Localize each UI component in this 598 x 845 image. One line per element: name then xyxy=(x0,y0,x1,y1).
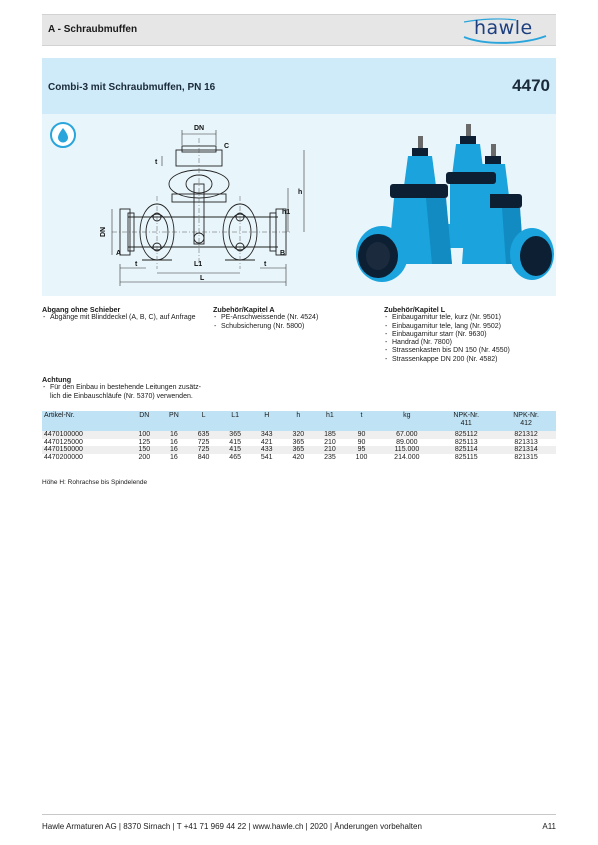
info-zubehoer-l xyxy=(384,306,554,364)
npk-411-label: NPK-Nr. xyxy=(453,412,480,419)
achtung-line-1: - Für den Einbau in bestehende Leitungen zusätz- xyxy=(42,384,242,392)
table-cell: 185 xyxy=(314,431,346,439)
table-row xyxy=(42,446,556,454)
table-cell: 415 xyxy=(219,446,251,454)
table-cell: 4470125000 xyxy=(44,438,83,446)
col-l1: L1 xyxy=(219,411,251,431)
table-cell: 90 xyxy=(357,438,366,446)
table-cell: 95 xyxy=(346,446,378,454)
footer-divider xyxy=(42,814,556,815)
table-cell: 125 xyxy=(138,438,151,446)
zubehoer-l-item: - Einbaugarnitur tele, kurz (Nr. 9501) xyxy=(384,314,554,322)
footer-text: Hawle Armaturen AG | 8370 Sirnach | T +41 71 969 44 22 | www.hawle.ch | 2020 | Änderungen vorbehalten xyxy=(42,822,422,831)
npk-412-label: NPK-Nr. xyxy=(513,412,539,419)
zubehoer-l-item: - Einbaugarnitur starr (Nr. 9630) xyxy=(384,331,554,339)
table-cell: 210 xyxy=(324,438,336,446)
dim-dn-side: DN xyxy=(100,226,107,237)
table-cell: 821314 xyxy=(496,446,556,454)
section-title: A - Schraubmuffen xyxy=(48,24,138,35)
table-cell: 421 xyxy=(260,438,273,446)
spec-table xyxy=(42,411,556,461)
page-number: A11 xyxy=(542,822,556,831)
dim-h1: h1 xyxy=(282,209,291,216)
col-t: t xyxy=(346,411,378,431)
table-cell: 214.000 xyxy=(394,453,420,461)
zubehoer-a-item: - PE-Anschweissende (Nr. 4524) xyxy=(213,314,373,322)
table-cell: 4470100000 xyxy=(42,431,129,439)
col-artikel: Artikel-Nr. xyxy=(42,411,129,431)
table-cell: 320 xyxy=(283,431,315,439)
product-number: 4470 xyxy=(512,76,550,95)
table-cell: 825115 xyxy=(454,453,478,461)
dim-l: L xyxy=(200,275,205,282)
table-cell: 200 xyxy=(138,453,151,461)
npk-412-no: 412 xyxy=(520,419,532,427)
table-header-row xyxy=(42,411,556,431)
label-b: B xyxy=(280,250,286,257)
info-zubehoer-a xyxy=(213,306,373,331)
table-cell: 89.000 xyxy=(396,438,418,446)
logo-text: hawle xyxy=(474,17,533,39)
table-cell: 541 xyxy=(260,453,273,461)
table-row xyxy=(42,454,556,462)
table-row xyxy=(42,431,556,439)
col-npk-412 xyxy=(496,411,556,431)
hawle-logo[interactable] xyxy=(460,16,550,44)
col-kg: kg xyxy=(377,411,436,431)
dim-t-top: t xyxy=(155,159,158,166)
col-dn: DN xyxy=(129,411,161,431)
table-cell: 725 xyxy=(197,438,210,446)
dim-t-right: t xyxy=(264,261,267,268)
table-cell: 150 xyxy=(129,446,161,454)
table-cell: 100 xyxy=(355,453,368,461)
table-cell: 825114 xyxy=(436,446,496,454)
table-cell: 365 xyxy=(283,446,315,454)
table-cell: 725 xyxy=(188,446,220,454)
table-cell: 235 xyxy=(324,453,336,461)
table-cell: 67.000 xyxy=(377,431,436,439)
table-cell: 433 xyxy=(251,446,283,454)
dim-l1: L1 xyxy=(194,261,203,268)
table-cell: 635 xyxy=(188,431,220,439)
table-cell: 821312 xyxy=(496,431,556,439)
table-cell: 16 xyxy=(170,438,178,446)
table-cell: 16 xyxy=(160,446,188,454)
zubehoer-a-item: - Schubsicherung (Nr. 5800) xyxy=(213,323,373,331)
abgang-heading: Abgang ohne Schieber xyxy=(42,305,121,314)
dim-c: C xyxy=(224,143,230,150)
label-a: A xyxy=(116,250,122,257)
top-bar xyxy=(42,14,556,46)
abgang-item: - Abgänge mit Blinddeckel (A, B, C), auf Anfrage xyxy=(42,314,202,322)
zubehoer-l-item: - Einbaugarnitur tele, lang (Nr. 9502) xyxy=(384,323,554,331)
product-title: Combi-3 mit Schraubmuffen, PN 16 xyxy=(48,82,216,93)
table-cell: 343 xyxy=(251,431,283,439)
zubehoer-l-item: - Handrad (Nr. 7800) xyxy=(384,339,554,347)
table-cell: 115.000 xyxy=(377,446,436,454)
npk-411-no: 411 xyxy=(460,419,472,427)
table-cell: 4470200000 xyxy=(44,453,83,461)
col-h1: h1 xyxy=(314,411,346,431)
achtung-line-2: lich die Einbauschläufe (Nr. 5370) verwenden. xyxy=(50,392,193,400)
table-cell: 16 xyxy=(160,431,188,439)
zubehoer-l-heading: Zubehör/Kapitel L xyxy=(384,305,446,314)
col-l: L xyxy=(188,411,220,431)
col-npk-411 xyxy=(436,411,496,431)
col-h: h xyxy=(283,411,315,431)
col-hh: H xyxy=(251,411,283,431)
table-cell: 90 xyxy=(346,431,378,439)
table-cell: 825112 xyxy=(436,431,496,439)
table-row xyxy=(42,439,556,447)
zubehoer-a-heading: Zubehör/Kapitel A xyxy=(213,305,275,314)
dim-dn-top: DN xyxy=(194,125,205,132)
product-figure-area xyxy=(42,114,556,296)
table-cell: 465 xyxy=(229,453,241,461)
zubehoer-l-item: - Strassenkappe DN 200 (Nr. 4582) xyxy=(384,356,554,364)
product-header xyxy=(42,58,556,114)
table-cell: 4470150000 xyxy=(42,446,129,454)
product-image xyxy=(354,114,554,296)
table-cell: 210 xyxy=(314,446,346,454)
table-note: Höhe H: Rohrachse bis Spindelende xyxy=(42,479,148,486)
table-cell: 840 xyxy=(197,453,210,461)
table-cell: 365 xyxy=(219,431,251,439)
table-cell: 415 xyxy=(229,438,241,446)
info-achtung xyxy=(42,376,242,401)
achtung-heading: Achtung xyxy=(42,375,72,384)
zubehoer-l-item: - Strassenkasten bis DN 150 (Nr. 4550) xyxy=(384,347,554,355)
table-cell: 420 xyxy=(292,453,305,461)
table-cell: 100 xyxy=(129,431,161,439)
dim-t-left: t xyxy=(135,261,138,268)
info-abgang xyxy=(42,306,202,323)
table-cell: 825113 xyxy=(454,438,478,446)
table-cell: 16 xyxy=(170,453,178,461)
table-cell: 365 xyxy=(292,438,305,446)
table-cell: 821313 xyxy=(514,438,538,446)
dim-h: h xyxy=(298,189,303,196)
technical-drawing xyxy=(42,114,312,296)
table-cell: 821315 xyxy=(514,453,538,461)
col-pn: PN xyxy=(160,411,188,431)
